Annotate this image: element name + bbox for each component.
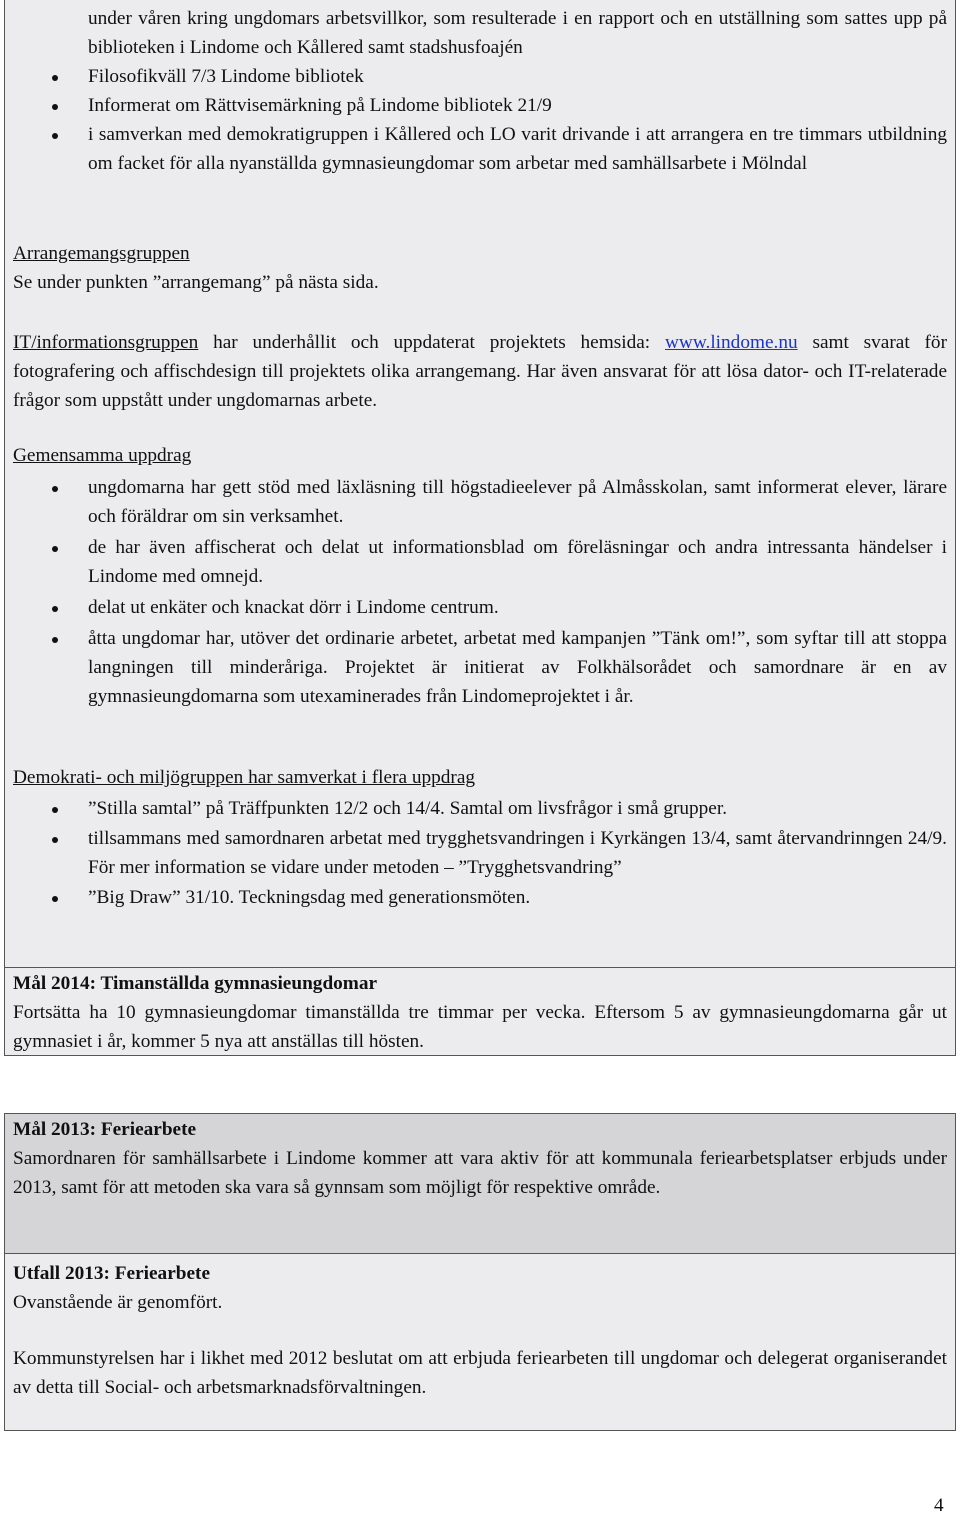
website-link[interactable]: www.lindome.nu [664, 332, 798, 353]
continuation-text: under våren kring ungdomars arbetsvillkor, som resulterade i en rapport och en utställning som sattes upp på biblioteken i Lindome och Kållered samt stadshusfoajén [88, 8, 947, 58]
bullet-icon [52, 133, 58, 139]
list-item: ”Big Draw” 31/10. Teckningsdag med generationsmöten. [13, 883, 947, 912]
bullet-icon [52, 546, 58, 552]
section-top [13, 4, 947, 178]
outcome-text-2: Kommunstyrelsen har i likhet med 2012 beslutat om att erbjuda feriearbeten till ungdomar och delegerat organiserandet av detta till Social- och arbetsmarknadsförvaltningen. [13, 1348, 947, 1398]
bullet-icon [52, 807, 58, 813]
bullet-icon [52, 837, 58, 843]
goal-text: Samordnaren för samhällsarbete i Lindome kommer att vara aktiv för att kommunala feriearbetsplatser erbjuds under 2013, samt för att metoden ska vara så gynnsam som möjligt för respektive område. [13, 1148, 947, 1198]
mal-2013-section [13, 1115, 947, 1202]
it-section [13, 328, 947, 415]
list-item: Informerat om Rättvisemärkning på Lindome bibliotek 21/9 [13, 91, 947, 120]
section-heading: Demokrati- och miljögruppen har samverkat i flera uppdrag [13, 767, 476, 788]
bullet-icon [52, 75, 58, 81]
bullet-icon [52, 486, 58, 492]
list-item: Filosofikväll 7/3 Lindome bibliotek [13, 62, 947, 91]
section-divider [5, 967, 955, 968]
report-section-box [4, 0, 956, 1056]
bullet-icon [52, 637, 58, 643]
bullet-icon [52, 104, 58, 110]
outcome-text: Ovanstående är genomfört. [13, 1292, 223, 1313]
list-item: åtta ungdomar har, utöver det ordinarie arbetet, arbetat med kampanjen ”Tänk om!”, som syftar till att stoppa langningen till minderåriga. Projektet är initierat av Folkhälsorådet och samordnare är en av gymnasieungdomarna som utexaminerades från Lindomeprojektet i år. [13, 624, 947, 711]
gemensamma-section [13, 441, 947, 711]
bullet-icon [52, 606, 58, 612]
list-item: de har även affischerat och delat ut informationsblad om föreläsningar och andra intressanta händelser i Lindome med omnejd. [13, 533, 947, 591]
mal-2014-section [13, 969, 947, 1056]
list-item: i samverkan med demokratigruppen i Kållered och LO varit drivande i att arrangera en tre timmars utbildning om facket för alla nyanställda gymnasieungdomar som arbetar med samhällsarbete i Mölndal [13, 120, 947, 178]
section-heading: Arrangemangsgruppen [13, 243, 190, 264]
outcome-heading: Utfall 2013: Feriearbete [13, 1263, 211, 1284]
demokrati-section [13, 763, 947, 912]
goal-heading: Mål 2014: Timanställda gymnasieungdomar [13, 973, 378, 994]
list-item: ”Stilla samtal” på Träffpunkten 12/2 och 14/4. Samtal om livsfrågor i små grupper. [13, 794, 947, 823]
arrangemang-section [13, 239, 947, 297]
goal-heading: Mål 2013: Feriearbete [13, 1119, 197, 1140]
goal-text: Fortsätta ha 10 gymnasieungdomar timanställda tre timmar per vecka. Eftersom 5 av gymnasieungdomarna går ut gymnasiet i år, kommer 5 nya att anställas till hösten. [13, 1002, 947, 1052]
list-item: ungdomarna har gett stöd med läxläsning till högstadieelever på Almåsskolan, samt informerat elever, lärare och föräldrar om sin verksamhet. [13, 473, 947, 531]
list-item [13, 4, 947, 62]
section-heading: IT/informationsgruppen [13, 332, 199, 353]
bullet-icon [52, 896, 58, 902]
section-paragraph: IT/informationsgruppen har underhållit och uppdaterat projektets hemsida: www.lindome.nu samt svarat för fotografering och affischdesign till projektets olika arrangemang. Har även ansvarat för att lösa dator- och IT-relaterade frågor som uppstått under ungdomarnas arbete. [13, 332, 947, 411]
section-text: Se under punkten ”arrangemang” på nästa sida. [13, 272, 379, 293]
page-number: 4 [934, 1495, 944, 1516]
feriearbete-box [4, 1113, 956, 1431]
list-item: delat ut enkäter och knackat dörr i Lindome centrum. [13, 593, 947, 622]
utfall-2013-section [13, 1259, 947, 1402]
list-item: tillsammans med samordnaren arbetat med trygghetsvandringen i Kyrkängen 13/4, samt återvandrinngen 24/9. För mer information se vidare under metoden – ”Trygghetsvandring” [13, 824, 947, 882]
section-heading: Gemensamma uppdrag [13, 445, 192, 466]
